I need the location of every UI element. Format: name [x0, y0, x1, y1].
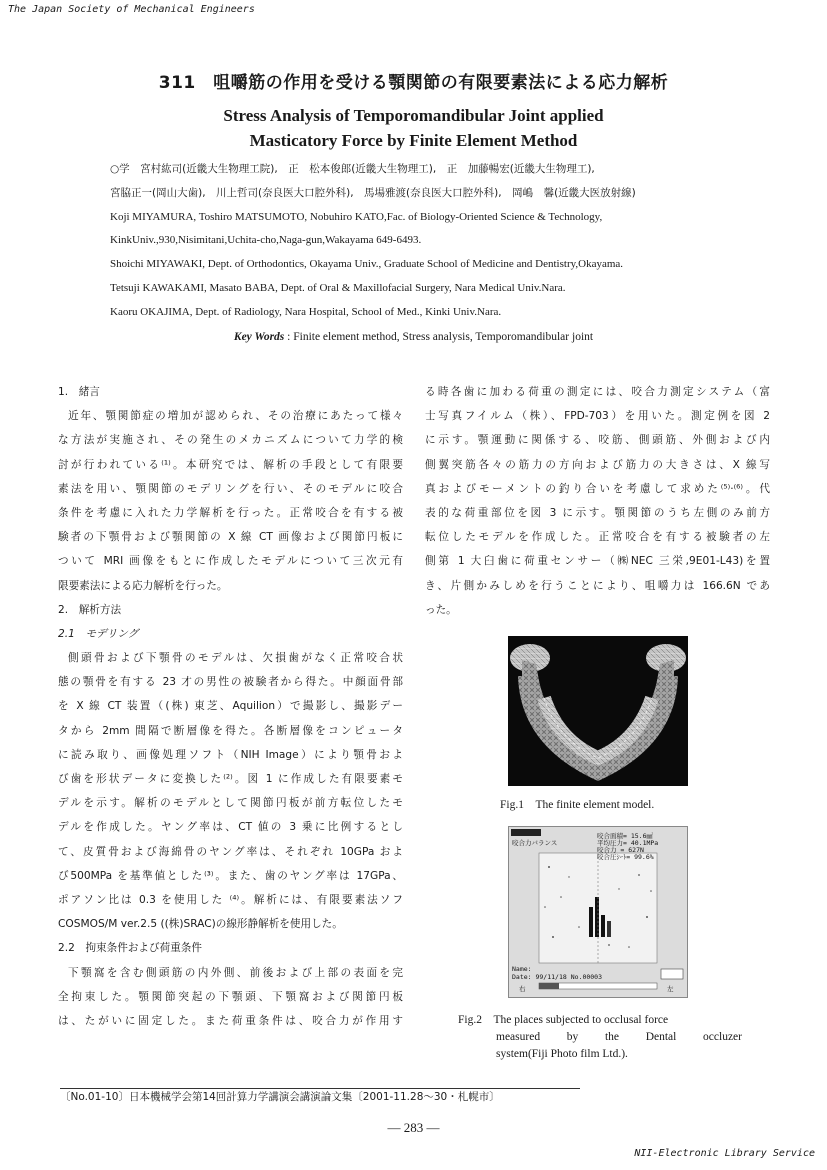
figure-1-caption: Fig.1 The finite element model.: [500, 799, 655, 811]
body-line: な方法が実施され、その発生のメカニズムについて力学的検: [58, 434, 403, 447]
body-line: 討が行われている⁽¹⁾。本研究では、解析の手段として有限要: [58, 458, 403, 471]
body-line: ポアソン比は 0.3 を使用した ⁽⁴⁾。解析には、有限要素法ソフ: [58, 893, 403, 906]
subsection-heading: 2.2 拘束条件および荷重条件: [58, 942, 202, 955]
subsection-heading: 2.1 モデリング: [58, 627, 139, 640]
body-line: び歯を形状データに変換した⁽²⁾。図 1 に作成した有限要素モ: [58, 773, 403, 785]
body-line: 下顎窩を含む側頭筋の内外側、前後および上部の表面を完: [68, 966, 403, 979]
screen-name-label: Name:: [512, 965, 532, 973]
body-line: 条件を考慮に入れた力学解析を行った。正常咬合を有する被: [58, 506, 403, 519]
title-japanese: 311 咀嚼筋の作用を受ける顎関節の有限要素法による応力解析: [158, 73, 669, 93]
page-number: ― 283 ―: [387, 1120, 440, 1135]
body-line: を X 線 CT 装置（(株) 東芝、Aquilion）で撮影し、撮影デー: [58, 700, 403, 713]
authors-jp-line-2: 宮脇正一(岡山大歯), 川上哲司(奈良医大口腔外科), 馬場雅渡(奈良医大口腔外科), 岡嶋 馨(近畿大医放射線): [110, 186, 636, 199]
society-header: The Japan Society of Mechanical Engineers: [8, 4, 255, 15]
section-heading: 1. 緒言: [58, 386, 100, 398]
body-line: 態の顎骨を有する 23 才の男性の被験者から得た。中顔面骨部: [58, 676, 403, 689]
authors-jp-line-1: ○学 宮村紘司(近畿大生物理工院), 正 松本俊郎(近畿大生物理工), 正 加藤暢宏(近畿大生物理工),: [110, 163, 595, 175]
body-line: 士写真フイルム（株）、FPD-703）を用いた。測定例を図 2: [425, 410, 770, 423]
screen-stat-sheet: 咬合圧ｼｰﾄ= 99.6%: [597, 853, 654, 861]
section-heading: 2. 解析方法: [58, 603, 122, 616]
figure-2-occluzer-screen: [508, 826, 688, 998]
right-column: [425, 380, 770, 622]
screen-stat-force: 咬合力 = 627N: [597, 846, 644, 854]
authors-en-line-4: Tetsuji KAWAKAMI, Masato BABA, Dept. of Oral & Maxillofacial Surgery, Nara Medical Univ.Nara.: [110, 281, 566, 294]
body-line: デルを示す。解析のモデルとして関節円板が前方転位したモ: [58, 797, 403, 810]
body-line: 全拘束した。顎関節突起の下顎頭、下顎窩および関節円板: [58, 990, 403, 1003]
authors-en-line-1: Koji MIYAMURA, Toshiro MATSUMOTO, Nobuhiro KATO,Fac. of Biology-Oriented Science & Technology,: [110, 210, 603, 223]
body-line: 近年、顎関節症の増加が認められ、その治療にあたって様々: [68, 410, 403, 423]
body-line: き、片側かみしめを行うことにより、咀嚼力は 166.6N であ: [425, 579, 770, 592]
body-line: 真およびモーメントの釣り合いを考慮して求めた⁽⁵⁾·⁽⁶⁾。代: [425, 482, 770, 495]
body-line: 表的な荷重部位を図 3 に示す。顎関節のうち左側のみ前方: [425, 506, 770, 519]
screen-stat-area: 咬合面積= 15.6㎟: [597, 832, 653, 840]
body-line: る時各歯に加わる荷重の測定には、咬合力測定システム（富: [425, 386, 770, 398]
body-line: び500MPa を基準値とした⁽³⁾。また、歯のヤング率は 17GPa、: [58, 869, 403, 882]
title-english-line-1: Stress Analysis of Temporomandibular Joint applied: [223, 106, 604, 125]
body-line: 側頭骨および下顎骨のモデルは、欠損歯がなく正常咬合状: [68, 652, 403, 665]
body-line: 素法を用い、顎関節のモデリングを行い、そのモデルに咬合: [58, 482, 403, 495]
screen-stat-pressure: 平均圧力= 40.1MPa: [597, 839, 659, 847]
authors-en-line-5: Kaoru OKAJIMA, Dept. of Radiology, Nara Hospital, School of Med., Kinki Univ.Nara.: [110, 305, 502, 318]
author-block: [110, 158, 790, 325]
proceedings-reference: 〔No.01-10〕日本機械学会第14回計算力学講演会講演論文集〔2001-11.28～30・札幌市〕: [60, 1091, 500, 1103]
figure-1-fe-model-image: [508, 636, 688, 786]
title-english-line-2: Masticatory Force by Finite Element Method: [249, 131, 578, 150]
screen-left-side-label: 左: [667, 985, 674, 993]
body-line: デルを作成した。ヤング率は、CT 値の 3 乗に比例するとし: [58, 821, 403, 834]
body-line: タから 2mm 間隔で断層像を得た。各断層像をコンピュータ: [58, 724, 403, 737]
screen-date-label: Date: 99/11/18 No.00003: [512, 973, 603, 981]
figure-2-caption: [458, 1012, 748, 1063]
body-line: 限要素法による応力解析を行った。: [58, 579, 228, 592]
body-line: 転位したモデルを作成した。正常咬合を有する被験者の左: [425, 531, 770, 544]
body-line: ついて MRI 画像をもとに作成したモデルについて三次元有: [58, 555, 403, 568]
body-line: に示す。顎運動に関係する、咬筋、側頭筋、外側および内: [425, 434, 770, 447]
keywords-text: : Finite element method, Stress analysis, Temporomandibular joint: [287, 331, 594, 343]
mandible-mesh-graphic: [508, 636, 688, 786]
screen-title: 咬合力バランス: [512, 839, 558, 847]
library-service-footer: NII-Electronic Library Service: [634, 1148, 815, 1159]
authors-en-line-2: KinkUniv.,930,Nisimitani,Uchita-cho,Naga-gun,Wakayama 649-6493.: [110, 234, 422, 247]
body-line: は、たがいに固定した。また荷重条件は、咬合力が作用す: [58, 1014, 403, 1027]
left-column: [58, 380, 403, 1033]
body-line: 験者の下顎骨および顎関節の X 線 CT 画像および関節円板に: [58, 531, 403, 544]
body-line: に読み取り、画像処理ソフト（NIH Image）により顎骨およ: [58, 748, 403, 761]
authors-en-line-3: Shoichi MIYAWAKI, Dept. of Orthodontics, Okayama Univ., Graduate School of Medicine and Dentistry,Okayama.: [110, 258, 624, 271]
body-line: COSMOS/M ver.2.5 ((株)SRAC)の線形静解析を使用した。: [58, 918, 343, 931]
screen-right-side-label: 右: [519, 985, 526, 993]
body-line: て、皮質骨および海綿骨のヤング率は、それぞれ 10GPa およ: [58, 845, 403, 858]
keywords-line: [0, 331, 827, 343]
keywords-label: Key Words: [233, 331, 285, 343]
body-line: 側第 1 大臼歯に荷重センサー（㈱NEC 三栄,9E01-L43)を置: [425, 555, 770, 568]
figure-2-caption-line-3: system(Fiji Photo film Ltd.).: [496, 1048, 628, 1060]
figure-2-caption-line-2: measured by the Dental occluzer: [496, 1031, 742, 1043]
body-line: 側翼突筋各々の筋力の方向および筋力の大きさは、X 線写: [425, 458, 770, 471]
figure-2-caption-line-1: Fig.2 The places subjected to occlusal force: [458, 1014, 669, 1026]
body-line: った。: [425, 603, 457, 616]
